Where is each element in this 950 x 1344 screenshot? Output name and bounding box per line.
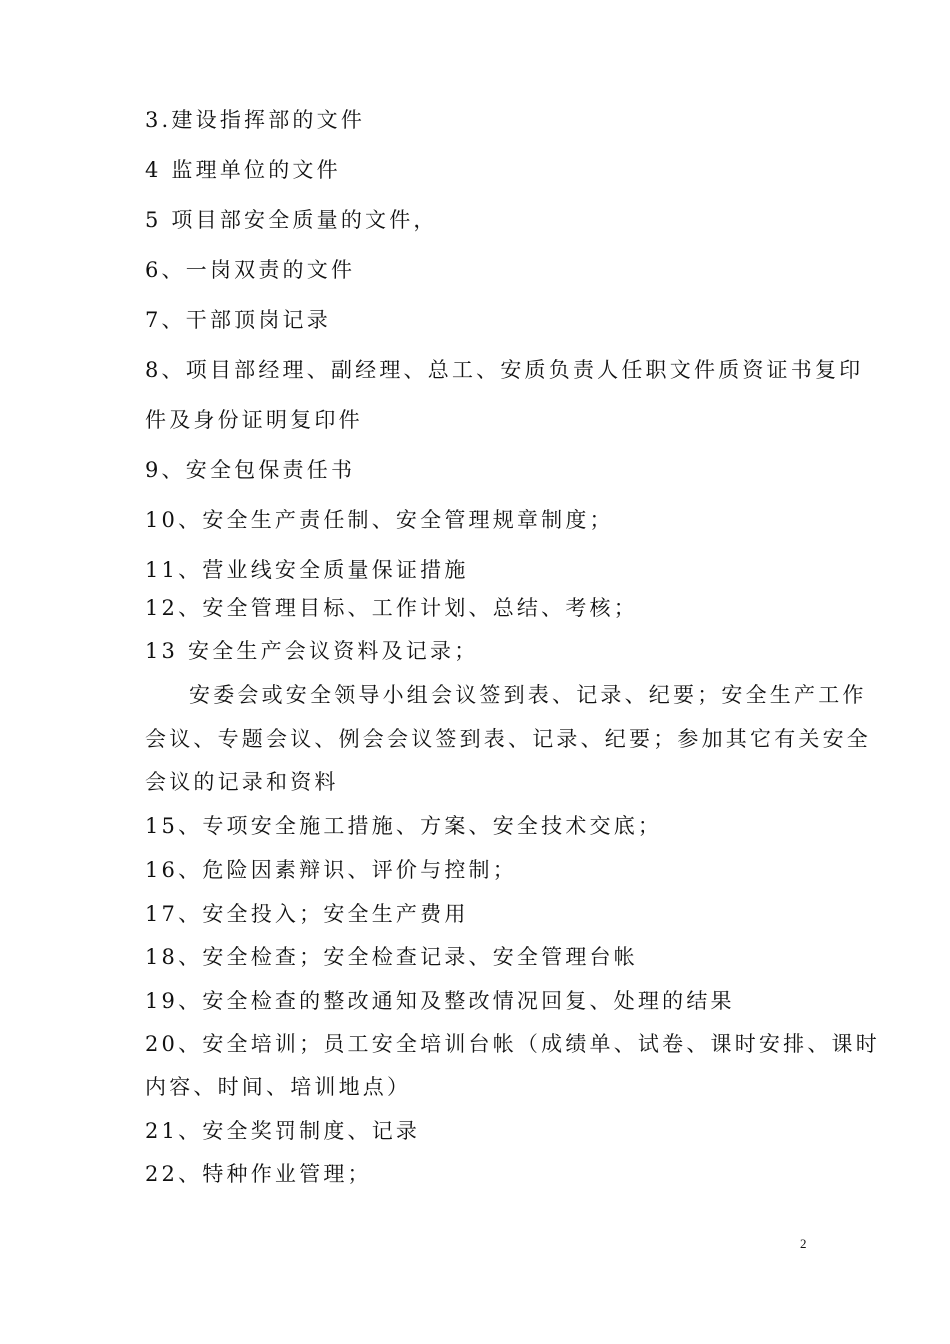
text-line: 17、安全投入；安全生产费用 — [145, 902, 469, 926]
text-line: 13 安全生产会议资料及记录； — [145, 639, 479, 663]
text-line: 11、营业线安全质量保证措施 — [145, 558, 469, 582]
text-line: 12、安全管理目标、工作计划、总结、考核； — [145, 596, 638, 620]
text-line: 18、安全检查；安全检查记录、安全管理台帐 — [145, 945, 638, 969]
paragraph-line: 会议的记录和资料 — [145, 770, 339, 794]
text-line: 8、项目部经理、副经理、总工、安质负责人任职文件质资证书复印 — [145, 358, 864, 382]
text-line: 19、安全检查的整改通知及整改情况回复、处理的结果 — [145, 989, 735, 1013]
text-line: 10、安全生产责任制、安全管理规章制度； — [145, 508, 614, 532]
text-line: 6、一岗双责的文件 — [145, 258, 356, 282]
paragraph-line: 安委会或安全领导小组会议签到表、记录、纪要；安全生产工作 — [189, 683, 867, 707]
page-number: 2 — [800, 1236, 807, 1251]
text-line: 15、专项安全施工措施、方案、安全技术交底； — [145, 814, 663, 838]
text-line: 20、安全培训；员工安全培训台帐（成绩单、试卷、课时安排、课时 — [145, 1032, 880, 1056]
text-line: 9、安全包保责任书 — [145, 458, 356, 482]
text-line: 3.建设指挥部的文件 — [145, 108, 366, 132]
text-line: 5 项目部安全质量的文件， — [145, 208, 438, 232]
paragraph-line: 会议、专题会议、例会会议签到表、记录、纪要；参加其它有关安全 — [145, 727, 871, 751]
text-line: 内容、时间、培训地点） — [145, 1075, 412, 1099]
text-line: 4 监理单位的文件 — [145, 158, 341, 182]
text-line: 7、干部顶岗记录 — [145, 308, 331, 332]
text-line: 16、危险因素辩识、评价与控制； — [145, 858, 517, 882]
text-line: 件及身份证明复印件 — [145, 408, 363, 432]
text-line: 22、特种作业管理； — [145, 1162, 372, 1186]
text-line: 21、安全奖罚制度、记录 — [145, 1119, 421, 1143]
